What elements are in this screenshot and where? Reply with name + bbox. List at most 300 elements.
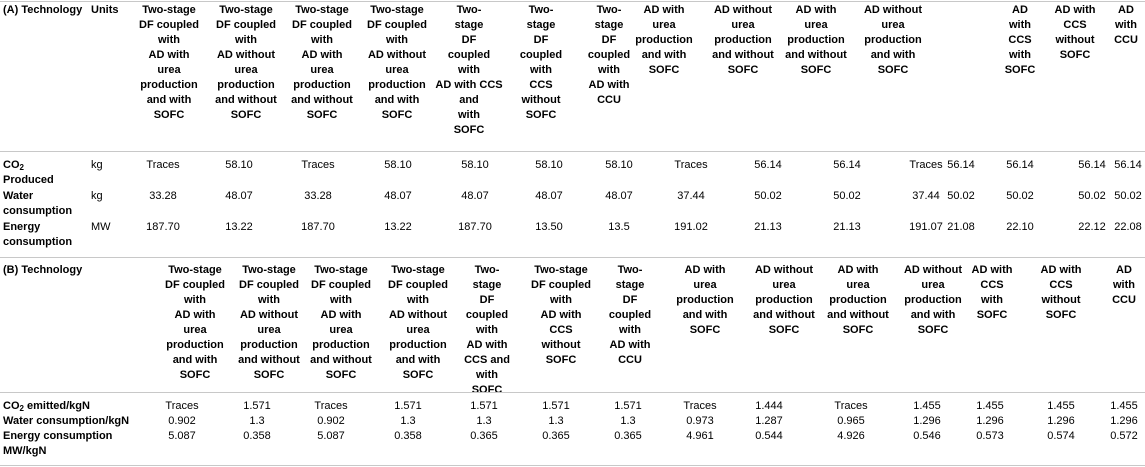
table-a-column-header [205, 3, 287, 123]
header-line: urea [731, 19, 755, 31]
row-label-line2: consumption [3, 236, 73, 248]
table-a-column-header [358, 3, 436, 123]
table-b-column-header [744, 263, 824, 338]
header-line: AD with [609, 339, 651, 351]
table-b-cell: 0.902 [168, 415, 196, 427]
header-line: and without [712, 49, 774, 61]
header-line: Two-stage [295, 4, 349, 16]
header-line: with [619, 324, 641, 336]
table-a-cell: 37.44 [677, 190, 705, 202]
row-label-text: Energy [3, 221, 41, 233]
header-line: and with [395, 354, 441, 366]
header-line: urea [693, 279, 717, 291]
table-b-cell: 0.902 [317, 415, 345, 427]
header-line: SOFC [976, 309, 1008, 321]
table-b-cell: 1.455 [1110, 400, 1138, 412]
table-b-row-label [3, 414, 163, 429]
header-line: with [1009, 19, 1031, 31]
header-line: and with [146, 94, 192, 106]
table-a-column-header [282, 3, 362, 123]
header-line: production [864, 34, 922, 46]
header-line: Two-stage [142, 4, 196, 16]
header-line: AD with CCS and [435, 79, 503, 106]
header-line: AD with [540, 309, 582, 321]
header-line: SOFC [689, 324, 721, 336]
table-a-cell: 33.28 [149, 190, 177, 202]
header-line: CCS [1008, 34, 1032, 46]
header-line: SOFC [471, 384, 503, 396]
table-a-cell: 50.02 [833, 190, 861, 202]
table-b-cell: 1.571 [614, 400, 642, 412]
header-line: SOFC [768, 324, 800, 336]
table-a-cell: 187.70 [301, 221, 335, 233]
table-b-column-header [672, 263, 738, 338]
table-a-cell: Traces [301, 159, 335, 171]
table-a-cell: 21.13 [833, 221, 861, 233]
header-line: AD with [684, 264, 726, 276]
header-line: CCS and [464, 354, 510, 366]
header-line: CCU [1112, 294, 1136, 306]
table-a-header-rule [0, 151, 1145, 152]
row-label-text: Water consumption/kgN [3, 415, 130, 427]
table-a-cell: 50.02 [1006, 190, 1034, 202]
table-a-row-label [3, 189, 88, 219]
header-line: Two- [596, 4, 622, 16]
header-line: CCS [529, 79, 553, 91]
table-b-cell: 1.3 [249, 415, 265, 427]
header-line: coupled [447, 49, 491, 61]
table-b-row-label [3, 429, 163, 459]
header-line: DF [461, 34, 477, 46]
table-a-cell: 13.50 [535, 221, 563, 233]
header-line: urea [234, 64, 258, 76]
table-b-cell: 0.365 [614, 430, 642, 442]
table-a-title: (A) Technology [3, 4, 83, 16]
header-line: with [258, 294, 280, 306]
table-b-column-header [598, 263, 662, 368]
table-b-cell: 0.365 [470, 430, 498, 442]
header-line: production [389, 339, 447, 351]
header-line: SOFC [453, 124, 485, 136]
table-b-cell: 4.926 [837, 430, 865, 442]
table-a-cell: 13.22 [225, 221, 253, 233]
header-line: AD with [588, 79, 630, 91]
table-b-header-rule [0, 392, 1145, 393]
header-line: urea [406, 324, 430, 336]
header-line: SOFC [325, 369, 357, 381]
header-line: with [1115, 19, 1137, 31]
header-line: SOFC [402, 369, 434, 381]
header-line: and without [238, 354, 300, 366]
header-line: with [981, 294, 1003, 306]
header-line: DF coupled [165, 279, 225, 291]
table-a-row-label [3, 158, 88, 188]
table-b-column-header [1033, 263, 1089, 323]
table-a-column-header [628, 3, 700, 78]
header-line: SOFC [306, 109, 338, 121]
header-line: AD with [971, 264, 1013, 276]
header-line: SOFC [648, 64, 680, 76]
table-a-cell: 56.14 [1006, 159, 1034, 171]
header-line: without [521, 94, 561, 106]
header-line: AD without [367, 49, 427, 61]
table-b-column-header [525, 263, 597, 368]
table-a-cell: 37.44 [912, 190, 940, 202]
table-b-column-header [1105, 263, 1143, 308]
row-label-subscript: 2 [19, 404, 24, 413]
table-b-cell: 0.574 [1047, 430, 1075, 442]
header-line: DF coupled [239, 279, 299, 291]
header-line: AD without [388, 309, 448, 321]
header-line: DF coupled [292, 19, 352, 31]
table-b-cell: 1.571 [394, 400, 422, 412]
header-line: production [217, 79, 275, 91]
header-line: SOFC [253, 369, 285, 381]
header-line: production [166, 339, 224, 351]
header-line: SOFC [545, 354, 577, 366]
header-line: CCS [549, 324, 573, 336]
header-line: AD without [863, 4, 923, 16]
header-line: SOFC [877, 64, 909, 76]
header-line: Two-stage [534, 264, 588, 276]
header-line: SOFC [800, 64, 832, 76]
header-line: DF coupled [388, 279, 448, 291]
table-a-cell: 22.10 [1006, 221, 1034, 233]
table-a-row-unit: kg [91, 159, 103, 171]
table-a-cell: 56.14 [1078, 159, 1106, 171]
table-b-cell: 0.365 [542, 430, 570, 442]
header-line: DF coupled [139, 19, 199, 31]
header-line: and without [753, 309, 815, 321]
table-a-cell: 56.14 [754, 159, 782, 171]
header-line: SOFC [1004, 64, 1036, 76]
table-a-cell: 22.08 [1114, 221, 1142, 233]
header-line: stage [526, 19, 556, 31]
row-label-text: CO [3, 159, 20, 171]
header-line: and without [785, 49, 847, 61]
table-b-cell: 1.3 [400, 415, 416, 427]
table-b-cell: 1.296 [1047, 415, 1075, 427]
table-b-title: (B) Technology [3, 264, 83, 276]
table-a-cell: 58.10 [384, 159, 412, 171]
table-a-cell: 48.07 [225, 190, 253, 202]
header-line: coupled [587, 49, 631, 61]
header-line: production [312, 339, 370, 351]
table-a-column-header [505, 3, 577, 123]
header-line: AD with [174, 309, 216, 321]
table-b-cell: 1.444 [755, 400, 783, 412]
table-b-bottom-rule [0, 465, 1145, 466]
header-line: production [714, 34, 772, 46]
header-line: and without [310, 354, 372, 366]
table-b-column-header [378, 263, 458, 383]
table-a-cell: 191.07 [909, 221, 943, 233]
header-line: urea [257, 324, 281, 336]
table-b-cell: 0.544 [755, 430, 783, 442]
table-a-column-header [779, 3, 853, 78]
header-line: AD with [643, 4, 685, 16]
header-line: production [787, 34, 845, 46]
table-a-cell: Traces [674, 159, 708, 171]
header-line: production [140, 79, 198, 91]
table-b-cell: 0.358 [243, 430, 271, 442]
table-b-column-header [970, 263, 1014, 323]
header-line: SOFC [525, 109, 557, 121]
table-a-cell: 48.07 [535, 190, 563, 202]
header-line: with [458, 109, 480, 121]
table-a-cell: 48.07 [461, 190, 489, 202]
table-a-row-unit: kg [91, 190, 103, 202]
header-line: with [476, 369, 498, 381]
header-line: AD with [320, 309, 362, 321]
table-b-cell: 1.296 [1110, 415, 1138, 427]
table-a-row-unit: MW [91, 221, 111, 233]
table-b-row-label [3, 399, 163, 414]
table-b-cell: Traces [314, 400, 348, 412]
header-line: urea [385, 64, 409, 76]
table-b-cell: 1.3 [548, 415, 564, 427]
header-line: production [240, 339, 298, 351]
table-b-cell: 1.571 [243, 400, 271, 412]
table-a-column-header [1002, 3, 1038, 78]
table-a-column-header [130, 3, 208, 123]
row-label-rest: emitted/kgN [23, 400, 90, 412]
table-b-column-header [452, 263, 522, 398]
header-line: AD with [1040, 264, 1082, 276]
header-line: stage [472, 279, 502, 291]
header-line: AD without [903, 264, 963, 276]
header-line: DF [601, 34, 617, 46]
header-line: SOFC [230, 109, 262, 121]
header-line: Two-stage [391, 264, 445, 276]
header-line: Two-stage [219, 4, 273, 16]
header-line: Two- [617, 264, 643, 276]
header-line: with [458, 64, 480, 76]
table-b-cell: 1.3 [620, 415, 636, 427]
table-a-bottom-rule [0, 257, 1145, 258]
row-label-line2: MW/kgN [3, 445, 47, 457]
table-a-cell: 58.10 [225, 159, 253, 171]
header-line: AD without [239, 309, 299, 321]
header-line: urea [157, 64, 181, 76]
header-line: Two- [528, 4, 554, 16]
table-b-cell: 1.296 [913, 415, 941, 427]
table-b-cell: 5.087 [317, 430, 345, 442]
header-line: and without [215, 94, 277, 106]
header-line: and with [374, 94, 420, 106]
table-b-cell: 1.571 [542, 400, 570, 412]
header-line: SOFC [179, 369, 211, 381]
table-b-cell: 1.455 [1047, 400, 1075, 412]
table-a-cell: 56.14 [947, 159, 975, 171]
table-a-cell: 48.07 [384, 190, 412, 202]
header-line: coupled [608, 309, 652, 321]
header-line: urea [921, 279, 945, 291]
header-line: urea [183, 324, 207, 336]
table-a-cell: 58.10 [535, 159, 563, 171]
table-b-cell: 0.546 [913, 430, 941, 442]
row-label-text: Water [3, 190, 34, 202]
table-a-cell: 191.02 [674, 221, 708, 233]
table-b-cell: 0.572 [1110, 430, 1138, 442]
header-line: urea [846, 279, 870, 291]
header-line: and without [827, 309, 889, 321]
header-line: AD with [1054, 4, 1096, 16]
table-b-cell: 0.573 [976, 430, 1004, 442]
header-line: SOFC [1045, 309, 1077, 321]
table-a-cell: 13.22 [384, 221, 412, 233]
header-line: AD [1118, 4, 1134, 16]
table-b-cell: 0.973 [686, 415, 714, 427]
header-line: DF coupled [367, 19, 427, 31]
header-line: CCS [980, 279, 1004, 291]
header-line: AD [1116, 264, 1132, 276]
table-b-column-header [301, 263, 381, 383]
header-line: CCS [1063, 19, 1087, 31]
header-line: CCS [1049, 279, 1073, 291]
table-b-column-header [155, 263, 235, 383]
table-a-cell: 48.07 [605, 190, 633, 202]
header-line: with [530, 64, 552, 76]
table-b-cell: 1.296 [976, 415, 1004, 427]
header-line: AD [1012, 4, 1028, 16]
table-b-cell: 5.087 [168, 430, 196, 442]
header-line: DF [533, 34, 549, 46]
table-a-cell: 187.70 [458, 221, 492, 233]
header-line: stage [615, 279, 645, 291]
header-line: Two- [474, 264, 500, 276]
header-line: production [368, 79, 426, 91]
table-a-column-header [433, 3, 505, 138]
table-a-column-header [853, 3, 933, 78]
header-line: CCU [597, 94, 621, 106]
table-a-cell: 58.10 [605, 159, 633, 171]
table-b-cell: 0.965 [837, 415, 865, 427]
header-line: AD with [466, 339, 508, 351]
table-b-cell: 0.358 [394, 430, 422, 442]
header-line: coupled [519, 49, 563, 61]
table-b-cell: Traces [683, 400, 717, 412]
header-line: DF [479, 294, 495, 306]
table-b-cell: Traces [165, 400, 199, 412]
header-line: AD without [754, 264, 814, 276]
header-line: SOFC [153, 109, 185, 121]
table-a-units-header: Units [91, 4, 119, 16]
header-line: without [1055, 34, 1095, 46]
table-a-cell: Traces [909, 159, 943, 171]
header-line: urea [804, 19, 828, 31]
table-a-row-label [3, 220, 88, 250]
header-line: SOFC [917, 324, 949, 336]
header-line: production [755, 294, 813, 306]
header-line: with [184, 294, 206, 306]
table-a-cell: 21.08 [947, 221, 975, 233]
table-b-cell: Traces [834, 400, 868, 412]
header-line: without [1041, 294, 1081, 306]
header-line: AD with [795, 4, 837, 16]
table-a-cell: 13.5 [608, 221, 630, 233]
header-line: production [829, 294, 887, 306]
table-a-cell: 22.12 [1078, 221, 1106, 233]
header-line: with [235, 34, 257, 46]
table-b-cell: 4.961 [686, 430, 714, 442]
table-b-column-header [228, 263, 310, 383]
header-line: CCU [618, 354, 642, 366]
table-a-cell: Traces [146, 159, 180, 171]
table-b-cell: 1.287 [755, 415, 783, 427]
row-label-subscript: 2 [19, 163, 24, 172]
header-line: SOFC [842, 324, 874, 336]
table-a-cell: 50.02 [754, 190, 782, 202]
header-line: AD with [301, 49, 343, 61]
table-a-cell: 33.28 [304, 190, 332, 202]
table-a-column-header [703, 3, 783, 78]
header-line: SOFC [727, 64, 759, 76]
header-line: with [407, 294, 429, 306]
header-line: with [1113, 279, 1135, 291]
header-line: production [676, 294, 734, 306]
table-b-cell: 1.571 [470, 400, 498, 412]
header-line: SOFC [1059, 49, 1091, 61]
table-a-cell: 50.02 [947, 190, 975, 202]
header-line: and with [641, 49, 687, 61]
table-a-column-header [1108, 3, 1144, 48]
header-line: and without [291, 94, 353, 106]
header-line: and with [682, 309, 728, 321]
header-line: urea [772, 279, 796, 291]
header-line: urea [881, 19, 905, 31]
table-a-cell: 187.70 [146, 221, 180, 233]
header-line: AD with [148, 49, 190, 61]
table-a-cell: 21.13 [754, 221, 782, 233]
header-line: Two-stage [314, 264, 368, 276]
header-line: with [311, 34, 333, 46]
header-line: AD without [713, 4, 773, 16]
header-line: urea [310, 64, 334, 76]
row-label-line2: Produced [3, 174, 54, 186]
header-line: Two-stage [370, 4, 424, 16]
header-line: stage [454, 19, 484, 31]
table-a-column-header [1045, 3, 1105, 63]
row-label-line2: consumption [3, 205, 73, 217]
header-line: with [158, 34, 180, 46]
table-b-cell: 1.455 [976, 400, 1004, 412]
table-a-cell: 50.02 [1078, 190, 1106, 202]
table-b-cell: 1.3 [476, 415, 492, 427]
table-b-cell: 1.455 [913, 400, 941, 412]
header-line: with [1009, 49, 1031, 61]
row-label-text: CO [3, 400, 20, 412]
header-line: with [386, 34, 408, 46]
header-line: coupled [465, 309, 509, 321]
header-line: production [635, 34, 693, 46]
header-line: DF coupled [311, 279, 371, 291]
header-line: without [541, 339, 581, 351]
table-a-cell: 50.02 [1114, 190, 1142, 202]
header-line: DF coupled [531, 279, 591, 291]
header-line: CCU [1114, 34, 1138, 46]
table-a-top-rule [0, 1, 1145, 2]
header-line: AD without [216, 49, 276, 61]
table-a-cell: 56.14 [1114, 159, 1142, 171]
header-line: Two-stage [242, 264, 296, 276]
header-line: and with [172, 354, 218, 366]
table-a-cell: 58.10 [461, 159, 489, 171]
header-line: Two- [456, 4, 482, 16]
header-line: urea [329, 324, 353, 336]
table-b-column-header [818, 263, 898, 338]
header-line: Two-stage [168, 264, 222, 276]
